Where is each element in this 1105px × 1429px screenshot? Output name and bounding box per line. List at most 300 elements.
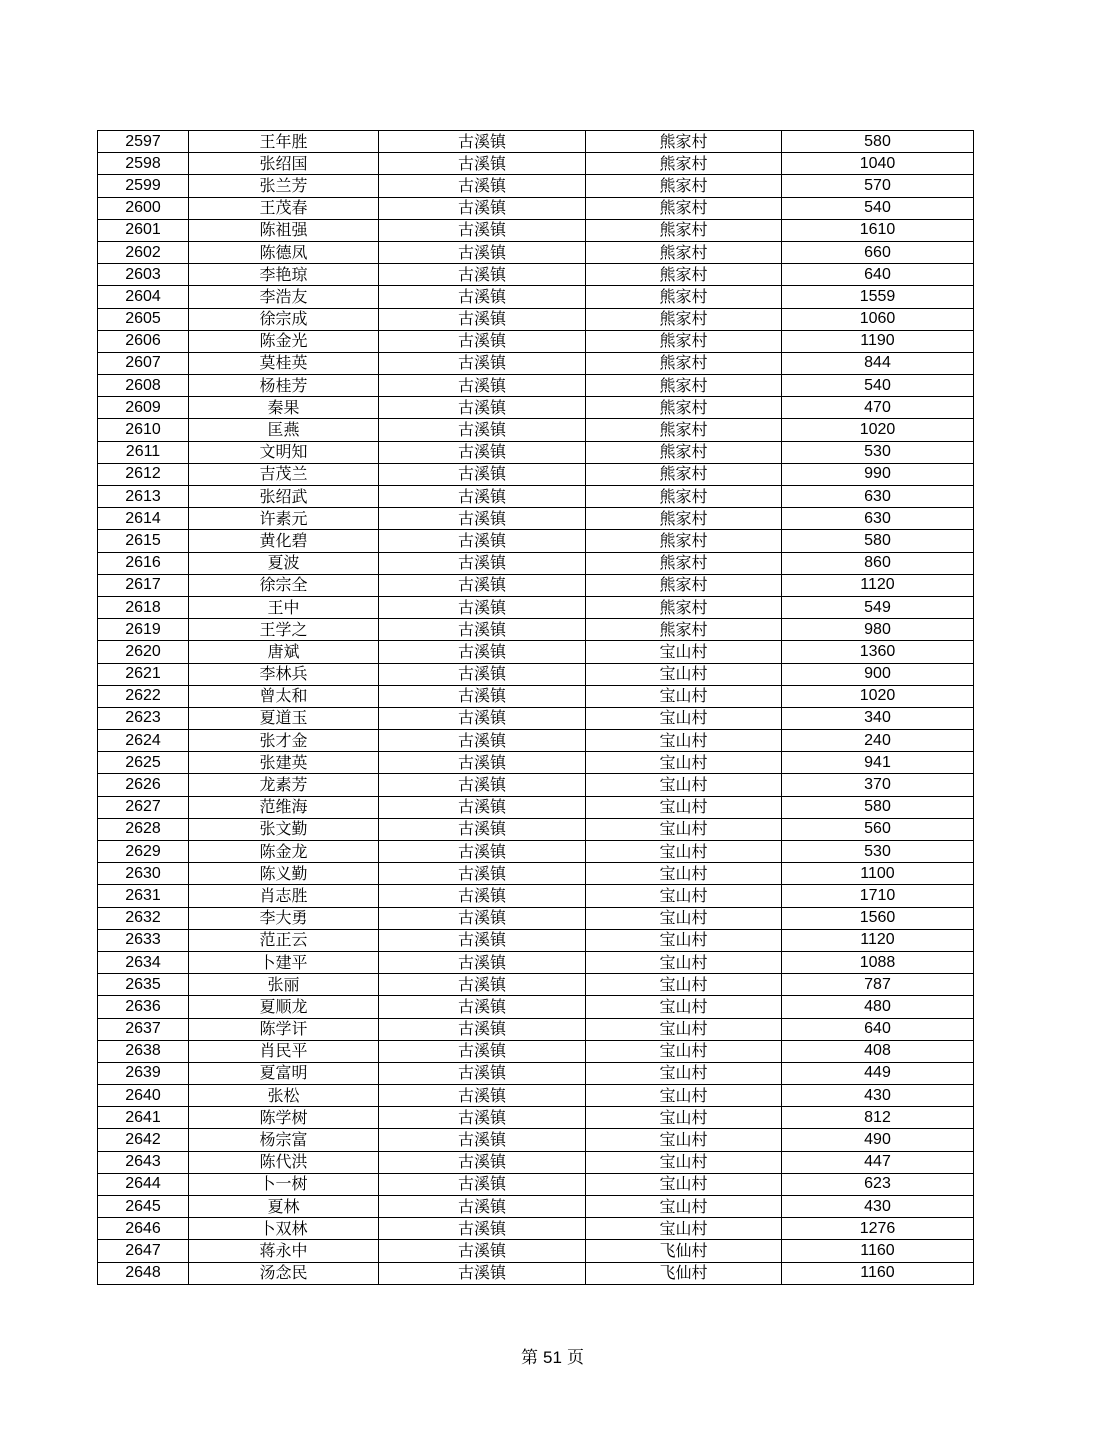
cell-town: 古溪镇 — [379, 397, 586, 419]
table-row — [98, 286, 974, 308]
cell-village: 熊家村 — [586, 330, 782, 352]
cell-name: 夏道玉 — [189, 707, 379, 729]
cell-name: 龙素芳 — [189, 774, 379, 796]
cell-number: 2648 — [98, 1262, 189, 1284]
cell-name: 陈义勤 — [189, 863, 379, 885]
cell-amount: 980 — [782, 619, 974, 641]
cell-number: 2603 — [98, 264, 189, 286]
cell-name: 李浩友 — [189, 286, 379, 308]
cell-number: 2633 — [98, 929, 189, 951]
cell-amount: 941 — [782, 752, 974, 774]
cell-number: 2598 — [98, 153, 189, 175]
cell-number: 2629 — [98, 841, 189, 863]
table-row — [98, 175, 974, 197]
cell-amount: 640 — [782, 1018, 974, 1040]
table-row — [98, 375, 974, 397]
cell-town: 古溪镇 — [379, 974, 586, 996]
cell-amount: 340 — [782, 707, 974, 729]
cell-town: 古溪镇 — [379, 508, 586, 530]
cell-town: 古溪镇 — [379, 1085, 586, 1107]
cell-village: 飞仙村 — [586, 1262, 782, 1284]
cell-name: 莫桂英 — [189, 352, 379, 374]
cell-village: 熊家村 — [586, 441, 782, 463]
table-row — [98, 330, 974, 352]
cell-number: 2632 — [98, 907, 189, 929]
cell-number: 2615 — [98, 530, 189, 552]
cell-town: 古溪镇 — [379, 308, 586, 330]
table-row — [98, 1129, 974, 1151]
cell-amount: 660 — [782, 241, 974, 263]
cell-town: 古溪镇 — [379, 1129, 586, 1151]
cell-village: 熊家村 — [586, 308, 782, 330]
cell-amount: 860 — [782, 552, 974, 574]
cell-number: 2645 — [98, 1196, 189, 1218]
cell-village: 宝山村 — [586, 1107, 782, 1129]
cell-number: 2611 — [98, 441, 189, 463]
cell-name: 卜一树 — [189, 1173, 379, 1195]
cell-town: 古溪镇 — [379, 530, 586, 552]
cell-village: 宝山村 — [586, 841, 782, 863]
cell-town: 古溪镇 — [379, 441, 586, 463]
cell-town: 古溪镇 — [379, 552, 586, 574]
cell-amount: 570 — [782, 175, 974, 197]
cell-amount: 787 — [782, 974, 974, 996]
table-row — [98, 752, 974, 774]
cell-village: 宝山村 — [586, 1062, 782, 1084]
cell-village: 宝山村 — [586, 818, 782, 840]
cell-village: 宝山村 — [586, 907, 782, 929]
cell-town: 古溪镇 — [379, 685, 586, 707]
cell-number: 2627 — [98, 796, 189, 818]
table-row — [98, 841, 974, 863]
cell-amount: 1190 — [782, 330, 974, 352]
cell-town: 古溪镇 — [379, 707, 586, 729]
cell-number: 2606 — [98, 330, 189, 352]
cell-town: 古溪镇 — [379, 264, 586, 286]
cell-village: 熊家村 — [586, 153, 782, 175]
table-row — [98, 352, 974, 374]
cell-name: 蒋永中 — [189, 1240, 379, 1262]
cell-town: 古溪镇 — [379, 774, 586, 796]
cell-number: 2626 — [98, 774, 189, 796]
table-row — [98, 1196, 974, 1218]
cell-town: 古溪镇 — [379, 219, 586, 241]
cell-amount: 1710 — [782, 885, 974, 907]
cell-amount: 430 — [782, 1085, 974, 1107]
cell-town: 古溪镇 — [379, 907, 586, 929]
cell-name: 王年胜 — [189, 131, 379, 153]
cell-amount: 430 — [782, 1196, 974, 1218]
cell-village: 熊家村 — [586, 530, 782, 552]
cell-number: 2628 — [98, 818, 189, 840]
cell-amount: 470 — [782, 397, 974, 419]
cell-amount: 370 — [782, 774, 974, 796]
cell-amount: 408 — [782, 1040, 974, 1062]
cell-town: 古溪镇 — [379, 841, 586, 863]
cell-amount: 540 — [782, 375, 974, 397]
cell-number: 2610 — [98, 419, 189, 441]
cell-name: 匡燕 — [189, 419, 379, 441]
cell-number: 2643 — [98, 1151, 189, 1173]
cell-number: 2642 — [98, 1129, 189, 1151]
cell-number: 2640 — [98, 1085, 189, 1107]
cell-name: 夏顺龙 — [189, 996, 379, 1018]
cell-amount: 1120 — [782, 929, 974, 951]
cell-village: 宝山村 — [586, 1040, 782, 1062]
cell-name: 文明知 — [189, 441, 379, 463]
table-row — [98, 552, 974, 574]
cell-village: 熊家村 — [586, 219, 782, 241]
table-row — [98, 153, 974, 175]
cell-name: 陈金龙 — [189, 841, 379, 863]
cell-number: 2635 — [98, 974, 189, 996]
cell-name: 杨桂芳 — [189, 375, 379, 397]
table-row — [98, 641, 974, 663]
cell-town: 古溪镇 — [379, 197, 586, 219]
cell-amount: 1560 — [782, 907, 974, 929]
table-row — [98, 574, 974, 596]
cell-name: 曾太和 — [189, 685, 379, 707]
cell-town: 古溪镇 — [379, 241, 586, 263]
cell-village: 宝山村 — [586, 951, 782, 973]
cell-name: 张才金 — [189, 730, 379, 752]
cell-village: 宝山村 — [586, 1085, 782, 1107]
cell-town: 古溪镇 — [379, 375, 586, 397]
cell-name: 杨宗富 — [189, 1129, 379, 1151]
cell-number: 2614 — [98, 508, 189, 530]
cell-town: 古溪镇 — [379, 352, 586, 374]
cell-village: 熊家村 — [586, 375, 782, 397]
table-row — [98, 730, 974, 752]
cell-amount: 1020 — [782, 419, 974, 441]
cell-name: 范维海 — [189, 796, 379, 818]
cell-village: 宝山村 — [586, 707, 782, 729]
cell-number: 2617 — [98, 574, 189, 596]
table-row — [98, 818, 974, 840]
cell-number: 2637 — [98, 1018, 189, 1040]
table-row — [98, 663, 974, 685]
cell-village: 熊家村 — [586, 175, 782, 197]
cell-village: 宝山村 — [586, 1151, 782, 1173]
cell-name: 李艳琼 — [189, 264, 379, 286]
table-row — [98, 796, 974, 818]
cell-name: 卜双林 — [189, 1218, 379, 1240]
cell-amount: 1060 — [782, 308, 974, 330]
cell-village: 熊家村 — [586, 197, 782, 219]
cell-amount: 1276 — [782, 1218, 974, 1240]
cell-village: 熊家村 — [586, 508, 782, 530]
table-row — [98, 197, 974, 219]
table-row — [98, 774, 974, 796]
table-row — [98, 1151, 974, 1173]
cell-number: 2641 — [98, 1107, 189, 1129]
cell-town: 古溪镇 — [379, 929, 586, 951]
cell-town: 古溪镇 — [379, 796, 586, 818]
cell-town: 古溪镇 — [379, 1196, 586, 1218]
cell-name: 唐斌 — [189, 641, 379, 663]
cell-number: 2619 — [98, 619, 189, 641]
table-row — [98, 1062, 974, 1084]
cell-name: 张绍国 — [189, 153, 379, 175]
footer-prefix: 第 — [521, 1348, 539, 1368]
cell-number: 2638 — [98, 1040, 189, 1062]
cell-amount: 1360 — [782, 641, 974, 663]
cell-amount: 1559 — [782, 286, 974, 308]
cell-name: 陈祖强 — [189, 219, 379, 241]
cell-town: 古溪镇 — [379, 175, 586, 197]
table-row — [98, 996, 974, 1018]
cell-town: 古溪镇 — [379, 885, 586, 907]
cell-town: 古溪镇 — [379, 1062, 586, 1084]
table-row — [98, 863, 974, 885]
cell-village: 熊家村 — [586, 241, 782, 263]
table-row — [98, 885, 974, 907]
cell-number: 2605 — [98, 308, 189, 330]
cell-amount: 530 — [782, 841, 974, 863]
cell-town: 古溪镇 — [379, 752, 586, 774]
cell-number: 2622 — [98, 685, 189, 707]
cell-town: 古溪镇 — [379, 131, 586, 153]
cell-amount: 580 — [782, 796, 974, 818]
cell-amount: 1088 — [782, 951, 974, 973]
cell-number: 2623 — [98, 707, 189, 729]
cell-number: 2604 — [98, 286, 189, 308]
cell-amount: 844 — [782, 352, 974, 374]
table-row — [98, 419, 974, 441]
table-row — [98, 619, 974, 641]
table-row — [98, 707, 974, 729]
table-row — [98, 508, 974, 530]
cell-town: 古溪镇 — [379, 1151, 586, 1173]
cell-amount: 580 — [782, 131, 974, 153]
cell-name: 陈学讦 — [189, 1018, 379, 1040]
cell-town: 古溪镇 — [379, 863, 586, 885]
cell-name: 徐宗全 — [189, 574, 379, 596]
cell-number: 2647 — [98, 1240, 189, 1262]
cell-name: 肖志胜 — [189, 885, 379, 907]
cell-name: 张丽 — [189, 974, 379, 996]
cell-number: 2609 — [98, 397, 189, 419]
table-row — [98, 397, 974, 419]
page-footer — [0, 1343, 1105, 1368]
cell-village: 宝山村 — [586, 974, 782, 996]
cell-amount: 900 — [782, 663, 974, 685]
cell-number: 2620 — [98, 641, 189, 663]
table-row — [98, 441, 974, 463]
cell-amount: 1100 — [782, 863, 974, 885]
table-row — [98, 463, 974, 485]
cell-number: 2597 — [98, 131, 189, 153]
cell-name: 王茂春 — [189, 197, 379, 219]
cell-village: 宝山村 — [586, 929, 782, 951]
cell-amount: 490 — [782, 1129, 974, 1151]
cell-name: 许素元 — [189, 508, 379, 530]
cell-amount: 990 — [782, 463, 974, 485]
cell-town: 古溪镇 — [379, 1240, 586, 1262]
cell-amount: 1120 — [782, 574, 974, 596]
cell-number: 2624 — [98, 730, 189, 752]
cell-village: 宝山村 — [586, 863, 782, 885]
cell-village: 宝山村 — [586, 796, 782, 818]
cell-number: 2599 — [98, 175, 189, 197]
cell-village: 熊家村 — [586, 397, 782, 419]
cell-number: 2613 — [98, 486, 189, 508]
cell-village: 宝山村 — [586, 774, 782, 796]
cell-town: 古溪镇 — [379, 641, 586, 663]
table-row — [98, 1240, 974, 1262]
cell-village: 熊家村 — [586, 352, 782, 374]
cell-village: 宝山村 — [586, 752, 782, 774]
cell-name: 王学之 — [189, 619, 379, 641]
cell-town: 古溪镇 — [379, 1040, 586, 1062]
cell-number: 2607 — [98, 352, 189, 374]
cell-town: 古溪镇 — [379, 996, 586, 1018]
table-row — [98, 1018, 974, 1040]
cell-amount: 1160 — [782, 1240, 974, 1262]
cell-name: 陈德凤 — [189, 241, 379, 263]
cell-village: 宝山村 — [586, 663, 782, 685]
cell-village: 宝山村 — [586, 730, 782, 752]
cell-village: 宝山村 — [586, 1129, 782, 1151]
cell-village: 宝山村 — [586, 641, 782, 663]
cell-village: 宝山村 — [586, 885, 782, 907]
cell-amount: 630 — [782, 508, 974, 530]
cell-village: 宝山村 — [586, 1018, 782, 1040]
cell-amount: 623 — [782, 1173, 974, 1195]
cell-amount: 630 — [782, 486, 974, 508]
cell-village: 熊家村 — [586, 574, 782, 596]
table-row — [98, 530, 974, 552]
cell-name: 王中 — [189, 596, 379, 618]
cell-name: 汤念民 — [189, 1262, 379, 1284]
cell-amount: 240 — [782, 730, 974, 752]
cell-number: 2625 — [98, 752, 189, 774]
cell-name: 肖民平 — [189, 1040, 379, 1062]
cell-town: 古溪镇 — [379, 286, 586, 308]
cell-name: 陈学树 — [189, 1107, 379, 1129]
cell-village: 熊家村 — [586, 486, 782, 508]
cell-amount: 530 — [782, 441, 974, 463]
cell-village: 宝山村 — [586, 1173, 782, 1195]
cell-town: 古溪镇 — [379, 619, 586, 641]
cell-amount: 447 — [782, 1151, 974, 1173]
cell-name: 张兰芳 — [189, 175, 379, 197]
cell-number: 2602 — [98, 241, 189, 263]
cell-number: 2621 — [98, 663, 189, 685]
cell-number: 2631 — [98, 885, 189, 907]
cell-village: 宝山村 — [586, 1196, 782, 1218]
cell-village: 熊家村 — [586, 264, 782, 286]
table-row — [98, 974, 974, 996]
cell-town: 古溪镇 — [379, 951, 586, 973]
cell-number: 2616 — [98, 552, 189, 574]
cell-amount: 1610 — [782, 219, 974, 241]
cell-town: 古溪镇 — [379, 1107, 586, 1129]
cell-town: 古溪镇 — [379, 419, 586, 441]
cell-town: 古溪镇 — [379, 486, 586, 508]
cell-town: 古溪镇 — [379, 153, 586, 175]
cell-amount: 640 — [782, 264, 974, 286]
cell-town: 古溪镇 — [379, 1173, 586, 1195]
cell-number: 2630 — [98, 863, 189, 885]
cell-village: 飞仙村 — [586, 1240, 782, 1262]
table-body — [98, 131, 974, 1285]
cell-number: 2639 — [98, 1062, 189, 1084]
cell-village: 熊家村 — [586, 131, 782, 153]
cell-name: 秦果 — [189, 397, 379, 419]
table-row — [98, 241, 974, 263]
cell-village: 宝山村 — [586, 685, 782, 707]
cell-town: 古溪镇 — [379, 730, 586, 752]
cell-town: 古溪镇 — [379, 463, 586, 485]
cell-name: 张建英 — [189, 752, 379, 774]
cell-village: 宝山村 — [586, 996, 782, 1018]
cell-village: 熊家村 — [586, 419, 782, 441]
cell-village: 熊家村 — [586, 286, 782, 308]
cell-name: 徐宗成 — [189, 308, 379, 330]
cell-town: 古溪镇 — [379, 330, 586, 352]
cell-number: 2600 — [98, 197, 189, 219]
cell-amount: 549 — [782, 596, 974, 618]
table-row — [98, 264, 974, 286]
cell-amount: 449 — [782, 1062, 974, 1084]
table-row — [98, 308, 974, 330]
cell-number: 2634 — [98, 951, 189, 973]
cell-number: 2636 — [98, 996, 189, 1018]
cell-number: 2601 — [98, 219, 189, 241]
cell-amount: 1040 — [782, 153, 974, 175]
cell-name: 黄化碧 — [189, 530, 379, 552]
cell-amount: 560 — [782, 818, 974, 840]
table-row — [98, 1262, 974, 1284]
cell-amount: 480 — [782, 996, 974, 1018]
cell-village: 熊家村 — [586, 552, 782, 574]
cell-name: 张绍武 — [189, 486, 379, 508]
cell-amount: 1020 — [782, 685, 974, 707]
cell-name: 夏林 — [189, 1196, 379, 1218]
table-row — [98, 1173, 974, 1195]
cell-number: 2608 — [98, 375, 189, 397]
cell-name: 张文勤 — [189, 818, 379, 840]
cell-village: 宝山村 — [586, 1218, 782, 1240]
cell-amount: 1160 — [782, 1262, 974, 1284]
cell-name: 吉茂兰 — [189, 463, 379, 485]
cell-amount: 812 — [782, 1107, 974, 1129]
cell-name: 范正云 — [189, 929, 379, 951]
cell-village: 熊家村 — [586, 463, 782, 485]
table-row — [98, 1040, 974, 1062]
cell-name: 李大勇 — [189, 907, 379, 929]
table-row — [98, 1107, 974, 1129]
cell-village: 熊家村 — [586, 596, 782, 618]
cell-town: 古溪镇 — [379, 574, 586, 596]
table-row — [98, 1085, 974, 1107]
data-table — [97, 130, 974, 1285]
cell-name: 陈代洪 — [189, 1151, 379, 1173]
cell-name: 夏富明 — [189, 1062, 379, 1084]
cell-town: 古溪镇 — [379, 818, 586, 840]
footer-suffix: 页 — [566, 1348, 584, 1368]
cell-town: 古溪镇 — [379, 1262, 586, 1284]
table-row — [98, 486, 974, 508]
cell-number: 2618 — [98, 596, 189, 618]
table-row — [98, 907, 974, 929]
cell-town: 古溪镇 — [379, 1018, 586, 1040]
table-row — [98, 596, 974, 618]
table-row — [98, 951, 974, 973]
cell-amount: 580 — [782, 530, 974, 552]
cell-name: 夏波 — [189, 552, 379, 574]
